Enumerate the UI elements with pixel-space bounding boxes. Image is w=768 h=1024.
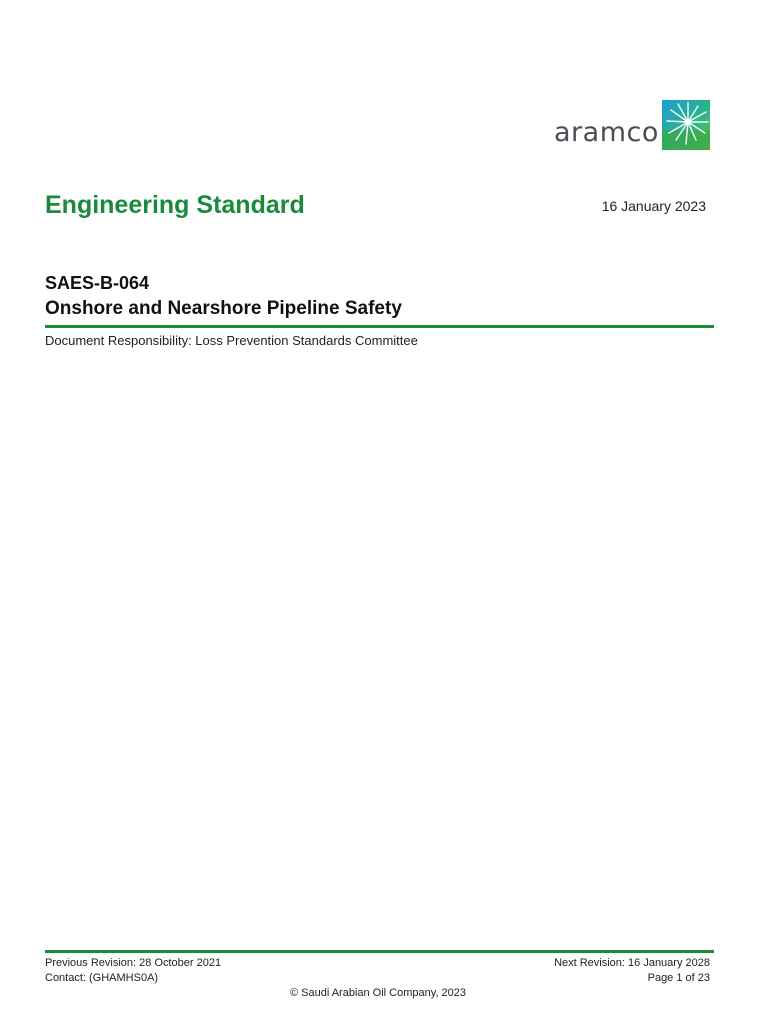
previous-revision: Previous Revision: 28 October 2021 — [45, 957, 222, 969]
page-number: Page 1 of 23 — [647, 972, 710, 984]
standard-type-heading: Engineering Standard — [45, 191, 305, 219]
logo-wordmark: aramco — [554, 117, 659, 148]
next-revision: Next Revision: 16 January 2028 — [554, 957, 710, 969]
footer-divider — [45, 950, 714, 953]
issue-date: 16 January 2023 — [601, 198, 706, 214]
document-responsibility: Document Responsibility: Loss Prevention Standards Committee — [45, 333, 418, 348]
aramco-logo — [552, 100, 710, 152]
footer-right — [554, 956, 710, 986]
document-number: SAES-B-064 — [45, 273, 150, 293]
aramco-star-icon — [662, 100, 710, 150]
document-title: Onshore and Nearshore Pipeline Safety — [45, 298, 402, 319]
header-divider — [45, 325, 714, 328]
contact: Contact: (GHAMHS0A) — [45, 972, 159, 984]
copyright: © Saudi Arabian Oil Company, 2023 — [289, 987, 467, 999]
footer-left — [45, 956, 221, 986]
